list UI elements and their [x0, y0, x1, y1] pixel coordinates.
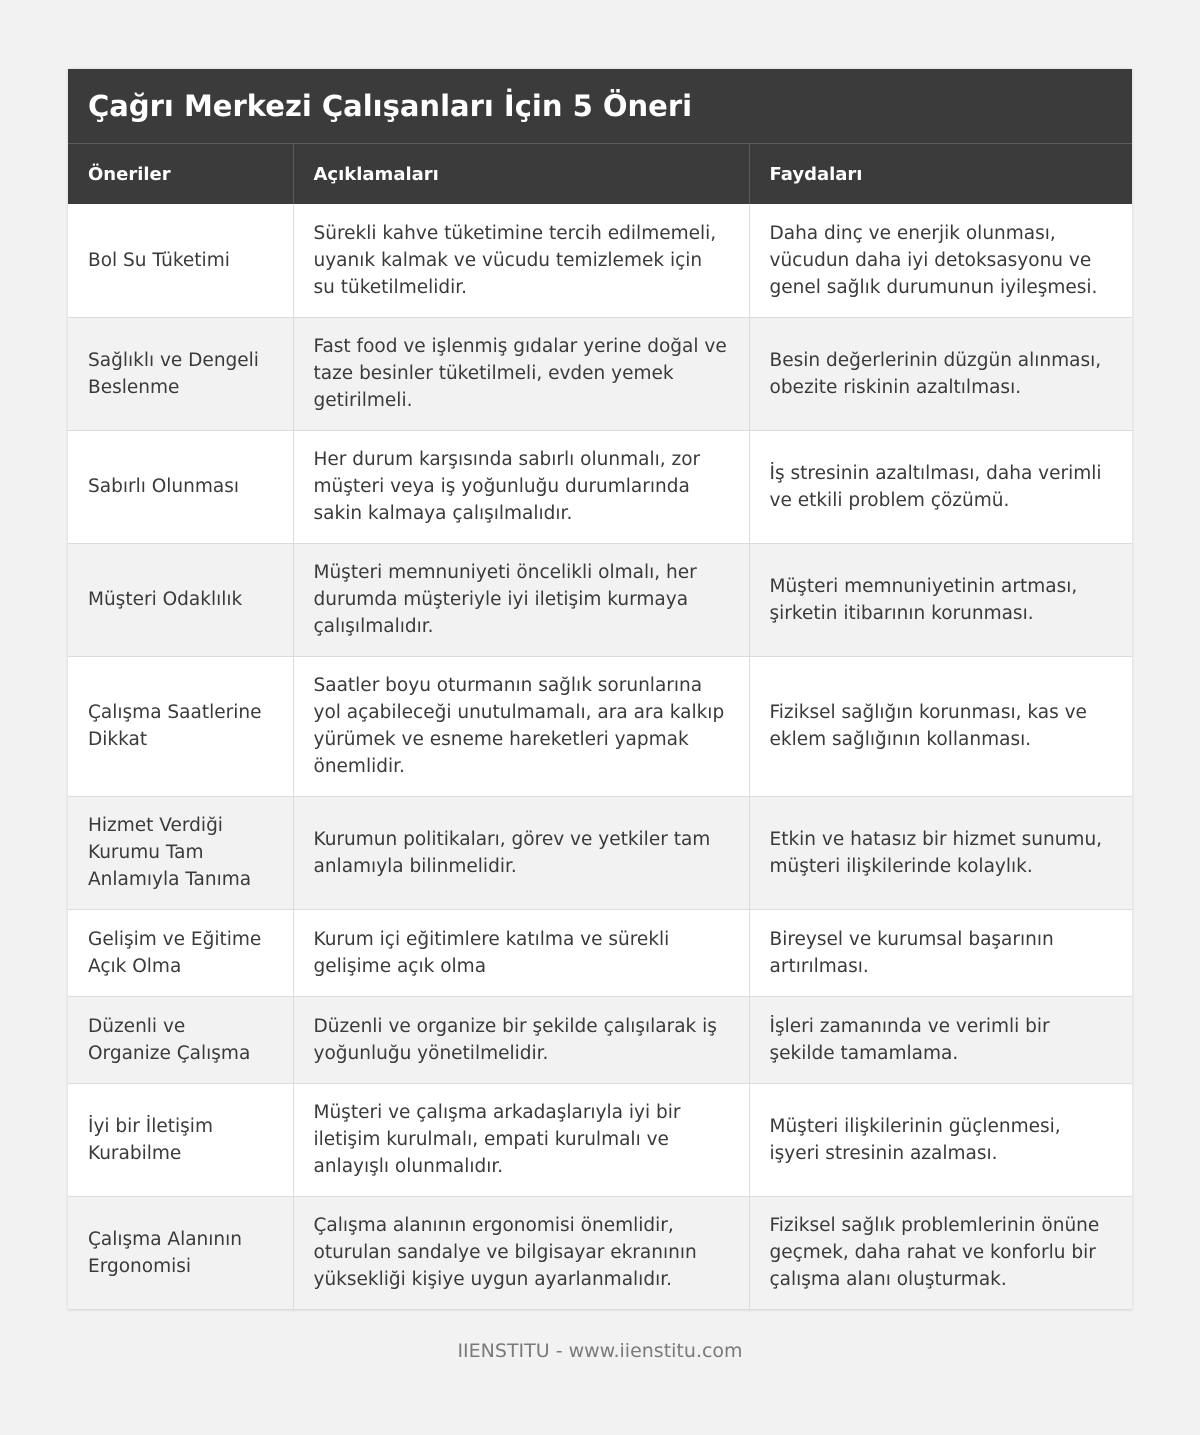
cell-fayda: Bireysel ve kurumsal başarının artırılması.	[749, 909, 1132, 996]
cell-oneri: Hizmet Verdiği Kurumu Tam Anlamıyla Tanıma	[68, 796, 293, 909]
table-row	[68, 1083, 1132, 1196]
cell-oneri: Müşteri Odaklılık	[68, 543, 293, 656]
cell-fayda: Besin değerlerinin düzgün alınması, obezite riskinin azaltılması.	[749, 317, 1132, 430]
cell-oneri: Bol Su Tüketimi	[68, 204, 293, 317]
table-card	[68, 69, 1132, 1310]
cell-aciklama: Kurumun politikaları, görev ve yetkiler tam anlamıyla bilinmelidir.	[293, 796, 749, 909]
cell-aciklama: Fast food ve işlenmiş gıdalar yerine doğal ve taze besinler tüketilmeli, evden yemek getirilmeli.	[293, 317, 749, 430]
cell-fayda: İş stresinin azaltılması, daha verimli ve etkili problem çözümü.	[749, 430, 1132, 543]
table-title: Çağrı Merkezi Çalışanları İçin 5 Öneri	[68, 69, 1132, 144]
cell-oneri: Gelişim ve Eğitime Açık Olma	[68, 909, 293, 996]
table-row	[68, 204, 1132, 317]
cell-fayda: Müşteri memnuniyetinin artması, şirketin itibarının korunması.	[749, 543, 1132, 656]
column-header-faydalari: Faydaları	[749, 144, 1132, 204]
cell-aciklama: Müşteri ve çalışma arkadaşlarıyla iyi bir iletişim kurulmalı, empati kurulmalı ve anlayışlı olunmalıdır.	[293, 1083, 749, 1196]
cell-aciklama: Düzenli ve organize bir şekilde çalışılarak iş yoğunluğu yönetilmelidir.	[293, 996, 749, 1083]
cell-aciklama: Saatler boyu oturmanın sağlık sorunlarına yol açabileceği unutulmamalı, ara ara kalkıp yürümek ve esneme hareketleri yapmak önemlidir.	[293, 656, 749, 796]
cell-aciklama: Kurum içi eğitimlere katılma ve sürekli gelişime açık olma	[293, 909, 749, 996]
table-row	[68, 543, 1132, 656]
footer-credit: IIENSTITU - www.iienstitu.com	[457, 1340, 743, 1362]
cell-oneri: Düzenli ve Organize Çalışma	[68, 996, 293, 1083]
table-row	[68, 317, 1132, 430]
cell-oneri: İyi bir İletişim Kurabilme	[68, 1083, 293, 1196]
cell-fayda: Daha dinç ve enerjik olunması, vücudun daha iyi detoksasyonu ve genel sağlık durumunun iyileşmesi.	[749, 204, 1132, 317]
cell-oneri: Çalışma Alanının Ergonomisi	[68, 1196, 293, 1309]
recommendations-table	[68, 144, 1132, 1310]
cell-aciklama: Sürekli kahve tüketimine tercih edilmemeli, uyanık kalmak ve vücudu temizlemek için su tüketilmelidir.	[293, 204, 749, 317]
table-row	[68, 996, 1132, 1083]
column-header-oneriler: Öneriler	[68, 144, 293, 204]
cell-aciklama: Müşteri memnuniyeti öncelikli olmalı, her durumda müşteriyle iyi iletişim kurmaya çalışılmalıdır.	[293, 543, 749, 656]
cell-oneri: Çalışma Saatlerine Dikkat	[68, 656, 293, 796]
cell-fayda: Müşteri ilişkilerinin güçlenmesi, işyeri stresinin azalması.	[749, 1083, 1132, 1196]
table-row	[68, 656, 1132, 796]
cell-fayda: Etkin ve hatasız bir hizmet sunumu, müşteri ilişkilerinde kolaylık.	[749, 796, 1132, 909]
column-header-aciklamalari: Açıklamaları	[293, 144, 749, 204]
cell-oneri: Sabırlı Olunması	[68, 430, 293, 543]
table-row	[68, 1196, 1132, 1309]
cell-aciklama: Çalışma alanının ergonomisi önemlidir, oturulan sandalye ve bilgisayar ekranının yüksekliği kişiye uygun ayarlanmalıdır.	[293, 1196, 749, 1309]
table-row	[68, 796, 1132, 909]
cell-fayda: İşleri zamanında ve verimli bir şekilde tamamlama.	[749, 996, 1132, 1083]
cell-aciklama: Her durum karşısında sabırlı olunmalı, zor müşteri veya iş yoğunluğu durumlarında sakin kalmaya çalışılmalıdır.	[293, 430, 749, 543]
cell-fayda: Fiziksel sağlığın korunması, kas ve eklem sağlığının kollanması.	[749, 656, 1132, 796]
table-row	[68, 909, 1132, 996]
cell-oneri: Sağlıklı ve Dengeli Beslenme	[68, 317, 293, 430]
header-row	[68, 144, 1132, 204]
cell-fayda: Fiziksel sağlık problemlerinin önüne geçmek, daha rahat ve konforlu bir çalışma alanı oluşturmak.	[749, 1196, 1132, 1309]
table-row	[68, 430, 1132, 543]
